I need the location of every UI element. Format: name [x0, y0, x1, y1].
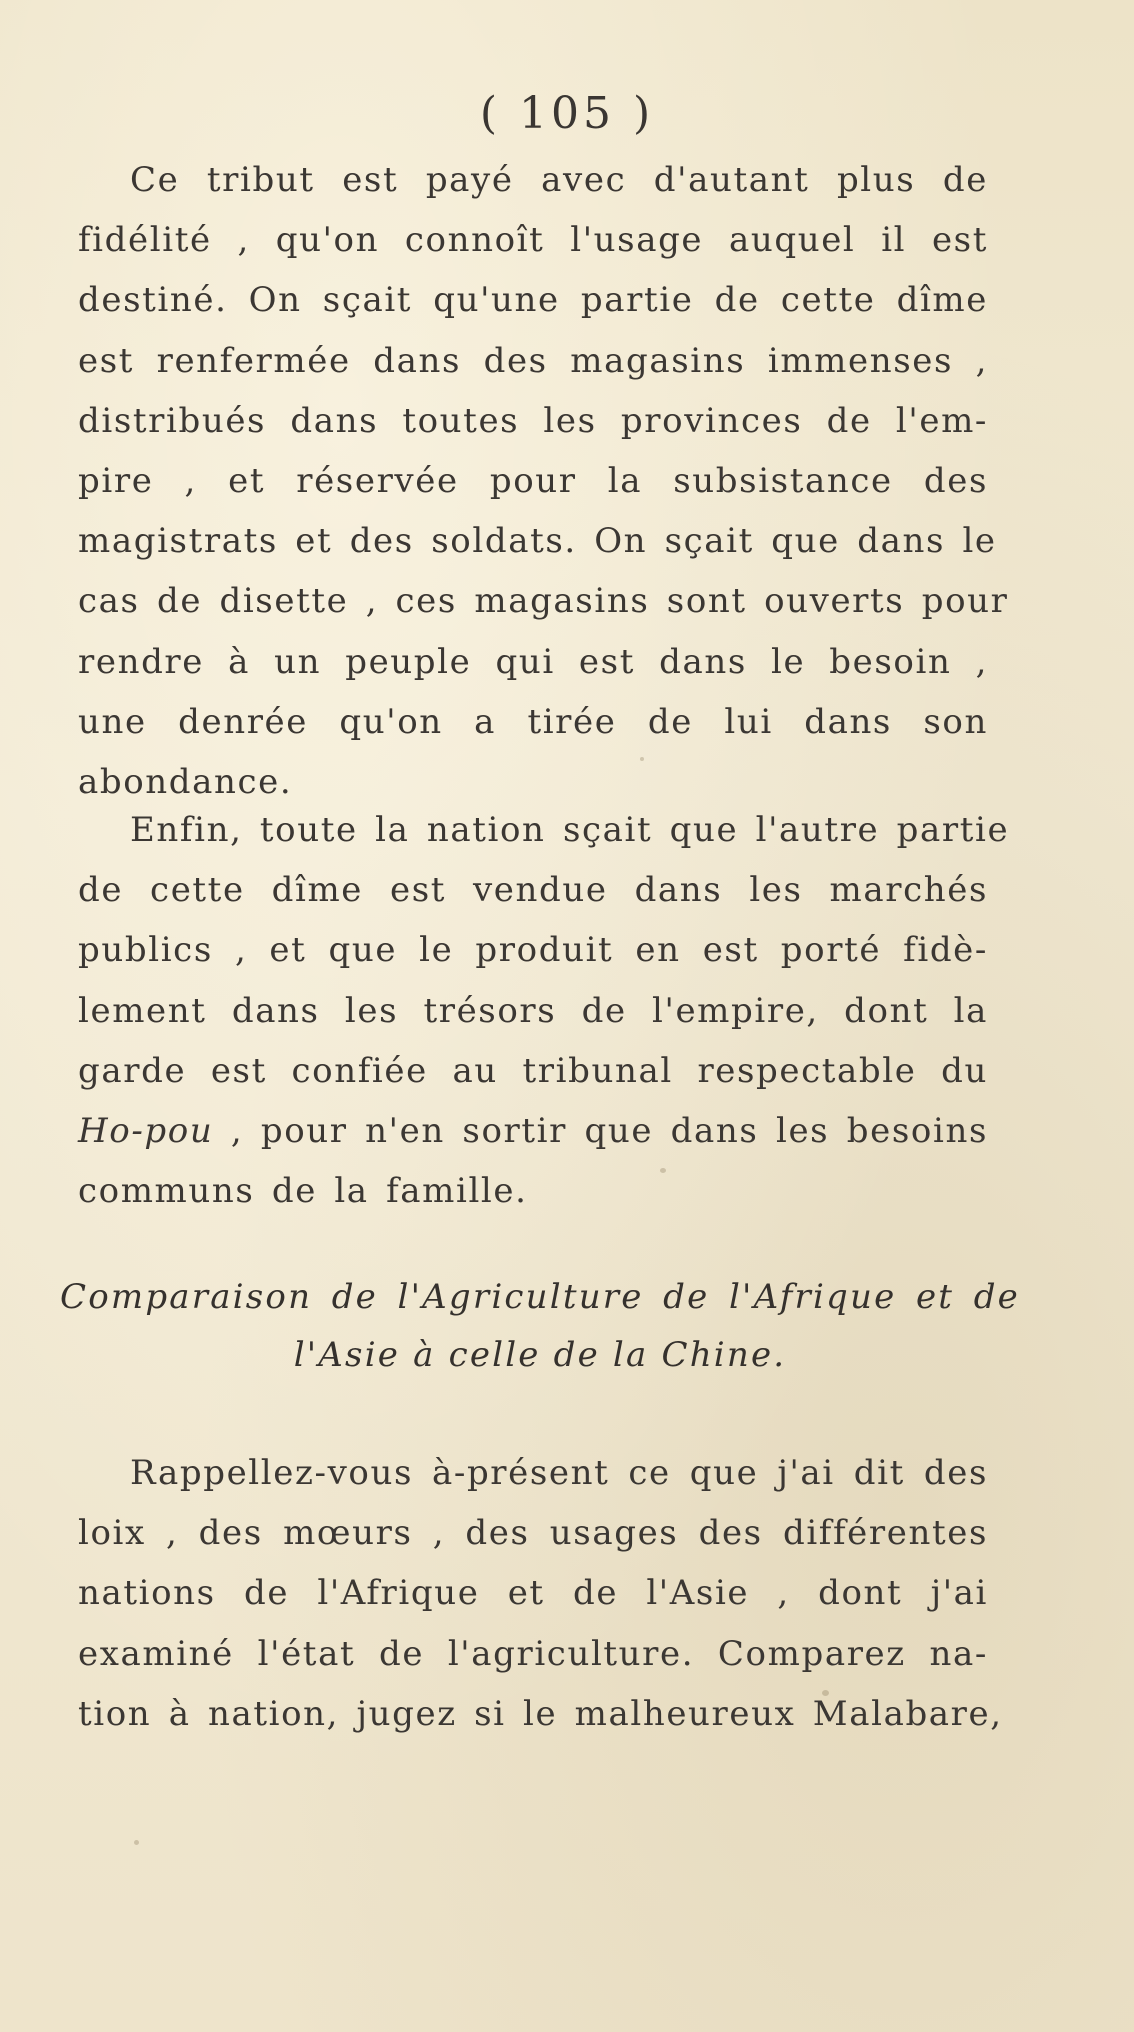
heading-line-2: l'Asie à celle de la Chine. — [293, 1335, 787, 1375]
paper-spot — [822, 1690, 829, 1696]
text-line: tion à nation, jugez si le malheureux Malabare, — [78, 1693, 1003, 1734]
text-line: loix , des mœurs , des usages des différentes — [78, 1513, 988, 1554]
text-line: cas de disette , ces magasins sont ouverts pour — [78, 581, 1009, 622]
paper-spot — [660, 1168, 666, 1173]
paragraph-1 — [78, 150, 1009, 812]
text-line: examiné l'état de l'agriculture. Comparez na- — [78, 1633, 988, 1674]
text-fragment: , pour n'en sortir que dans les besoins — [213, 1110, 988, 1151]
text-line: de cette dîme est vendue dans les marchés — [78, 870, 988, 911]
paragraph-2 — [78, 800, 1010, 1221]
page-number: ( 105 ) — [479, 88, 655, 139]
text-line: pire , et réservée pour la subsistance des — [78, 460, 988, 501]
text-line: lement dans les trésors de l'empire, dont la — [78, 990, 988, 1031]
text-line: Rappellez-vous à-présent ce que j'ai dit des — [130, 1453, 988, 1493]
text-line: destiné. On sçait qu'une partie de cette dîme — [78, 280, 988, 321]
italic-term-hopou: Ho-pou — [78, 1110, 214, 1151]
paper-spot — [640, 757, 644, 761]
text-line: garde est confiée au tribunal respectable du — [78, 1050, 988, 1091]
section-heading — [60, 1268, 1020, 1384]
paragraph-3 — [78, 1443, 1003, 1744]
text-line: publics , et que le produit en est porté fidè- — [78, 930, 988, 971]
text-line: rendre à un peuple qui est dans le besoin , — [78, 641, 988, 682]
text-line: est renfermée dans des magasins immenses , — [78, 340, 988, 381]
text-line: magistrats et des soldats. On sçait que dans le — [78, 521, 997, 562]
text-line-hopou — [78, 1101, 988, 1161]
heading-line-1: Comparaison de l'Agriculture de l'Afrique et de — [60, 1277, 1020, 1317]
text-line: communs de la famille. — [78, 1171, 528, 1212]
text-line: abondance. — [78, 761, 293, 802]
text-line: Ce tribut est payé avec d'autant plus de — [130, 160, 988, 200]
text-line: fidélité , qu'on connoît l'usage auquel il est — [78, 220, 988, 261]
paper-spot — [134, 1840, 139, 1845]
text-line: nations de l'Afrique et de l'Asie , dont j'ai — [78, 1573, 988, 1614]
text-line: Enfin, toute la nation sçait que l'autre partie — [130, 810, 1010, 850]
text-line: une denrée qu'on a tirée de lui dans son — [78, 701, 988, 742]
text-line: distribués dans toutes les provinces de l'em- — [78, 400, 988, 441]
